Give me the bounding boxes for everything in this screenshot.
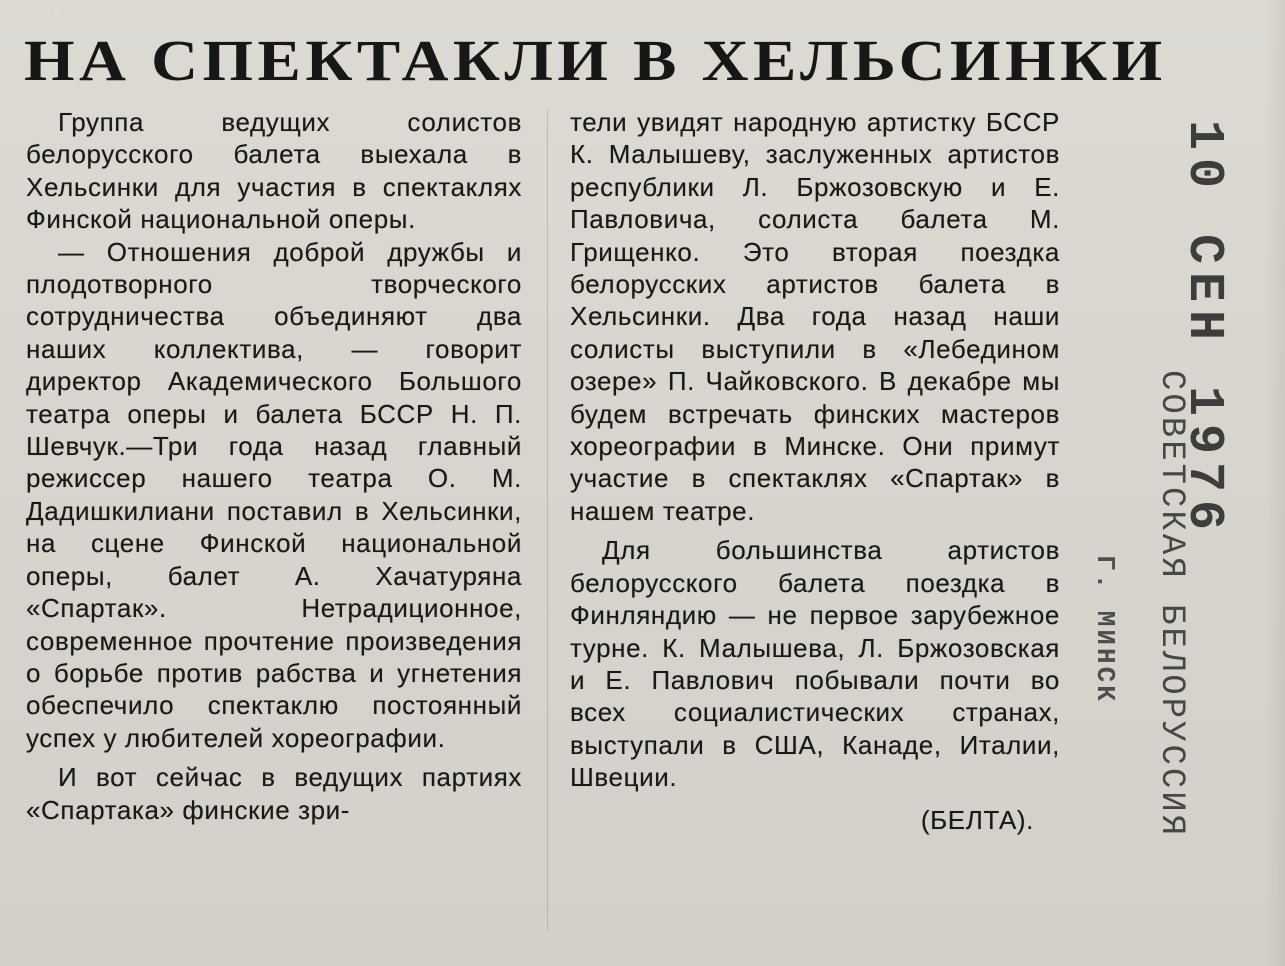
city-stamp: Г. МИНСК	[1090, 555, 1120, 704]
bleed-through-text: · · ·	[40, 4, 65, 21]
article-paragraph: Группа ведущих солистов белорусского балета выехала в Хельсинки для участия в спектаклях Финской национальной оперы.	[26, 107, 522, 235]
article-paragraph: тели увидят народную артистку БССР К. Малышеву, заслуженных артистов республики Л. Бржозовскую и Е. Павловича, солиста балета М. Грищенко. Это вторая поездка белорусских артистов балета в Хельсинки. Два года назад наши солисты выступили в «Лебедином озере» П. Чайковского. В декабре мы будем встречать финских мастеров хореографии в Минске. Они примут участие в спектаклях «Спартак» в нашем театре.	[570, 107, 1060, 526]
article-paragraph: И вот сейчас в ведущих партиях «Спартака» финские зри-	[26, 762, 522, 825]
article-headline: НА СПЕКТАКЛИ В ХЕЛЬСИНКИ	[24, 28, 1167, 93]
article-paragraph: — Отношения доброй дружбы и плодотворного творческого сотрудничества объединяют два наших коллектива, — говорит директор Академического Большого театра оперы и балета БССР Н. П. Шевчук.—Три года назад главный режиссер нашего театра О. М. Дадишкилиани поставил в Хельсинки, на сцене Финской национальной оперы, балет А. Хачатуряна «Спартак». Нетрадиционное, современное прочтение произведения о борьбе против рабства и угнетения обеспечило спектаклю постоянный успех у любителей хореографии.	[26, 236, 522, 753]
article-paragraph: Для большинства артистов белорусского балета поездка в Финляндию — не первое зарубежное турне. К. Малышева, Л. Бржозовская и Е. Павлович побывали почти во всех социалистических странах, выступали в США, Канаде, Италии, Швеции.	[570, 535, 1060, 793]
newspaper-name-stamp: СОВЕТСКАЯ БЕЛОРУССИЯ	[1152, 370, 1190, 839]
article-source: (БЕЛТА).	[920, 804, 1034, 835]
paper-edge-shadow	[1265, 0, 1285, 966]
date-stamp: 10 СЕН 1976	[1175, 120, 1232, 539]
article-column-left	[26, 106, 522, 826]
column-divider	[547, 110, 548, 930]
article-column-right	[570, 106, 1060, 836]
